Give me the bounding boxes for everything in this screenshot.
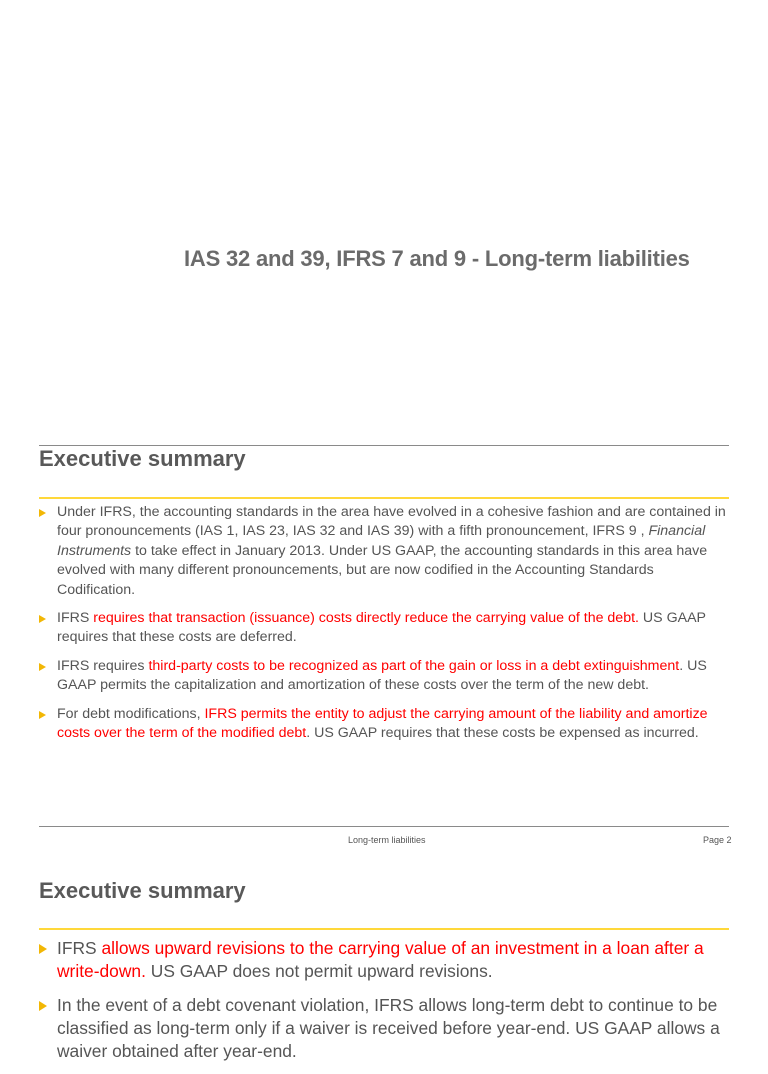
bullet-item (39, 503, 729, 600)
slide2-accent-rule (39, 928, 729, 930)
bullet-text: US GAAP does not permit upward revisions. (145, 961, 493, 981)
bullet-arrow-icon (39, 711, 46, 719)
emphasis-text: allows upward revisions to the carrying value of an investment in a loan after a write-down. (57, 938, 704, 981)
bullet-item (39, 705, 729, 744)
bullet-text: IFRS requires (57, 657, 149, 674)
slide1-bullet-list (39, 503, 729, 752)
emphasis-text: third-party costs to be recognized as part of the gain or loss in a debt extinguishment (148, 657, 680, 674)
emphasis-text: requires that transaction (issuance) costs directly reduce the carrying value of the debt. (93, 610, 639, 627)
bullet-text: In the event of a debt covenant violation, IFRS allows long-term debt to continue to be classified as long-term only if a waiver is received before year-end. US GAAP allows a waiver obtained after year-end. (57, 995, 720, 1061)
bullet-item (39, 609, 729, 648)
bullet-arrow-icon (39, 509, 46, 517)
bullet-text: IFRS (57, 610, 94, 627)
slide1-footer-rule (39, 826, 729, 827)
bullet-text: For debt modifications, (57, 705, 205, 722)
bullet-item (39, 657, 729, 696)
slide2-heading: Executive summary (39, 878, 246, 903)
bullet-item (39, 937, 751, 983)
bullet-text: US GAAP requires that these costs are deferred. (57, 610, 706, 646)
cover-title: IAS 32 and 39, IFRS 7 and 9 - Long-term liabilities (184, 246, 690, 271)
bullet-arrow-icon (39, 663, 46, 671)
bullet-item (39, 994, 751, 1063)
bullet-text: Under IFRS, the accounting standards in the area have evolved in a cohesive fashion and are contained in four pronouncements (IAS 1, IAS 23, IAS 32 and IAS 39) with a fifth pronouncement, IFRS 9 , (57, 504, 726, 540)
bullet-text: Financial Instruments (57, 523, 706, 559)
bullet-arrow-icon (39, 1001, 47, 1011)
bullet-arrow-icon (39, 944, 47, 954)
bullet-text: IFRS (57, 938, 102, 958)
slide1-heading: Executive summary (39, 446, 246, 471)
page-number: Page 2 (703, 835, 732, 845)
bullet-text: . US GAAP permits the capitalization and amortization of these costs over the term of the new debt. (57, 657, 707, 694)
bullet-text: to take effect in January 2013. Under US GAAP, the accounting standards in this area have evolved with many different pronouncements, but are now codified in the Accounting Standards Codification. (57, 542, 708, 598)
slide2-bullet-list (39, 937, 751, 1074)
emphasis-text: IFRS permits the entity to adjust the carrying amount of the liability and amortize costs over the term of the modified debt (57, 705, 708, 742)
slide1-accent-rule (39, 497, 729, 499)
bullet-arrow-icon (39, 615, 46, 623)
bullet-text: . US GAAP requires that these costs be expensed as incurred. (306, 725, 699, 742)
footer-section-label: Long-term liabilities (348, 835, 426, 845)
